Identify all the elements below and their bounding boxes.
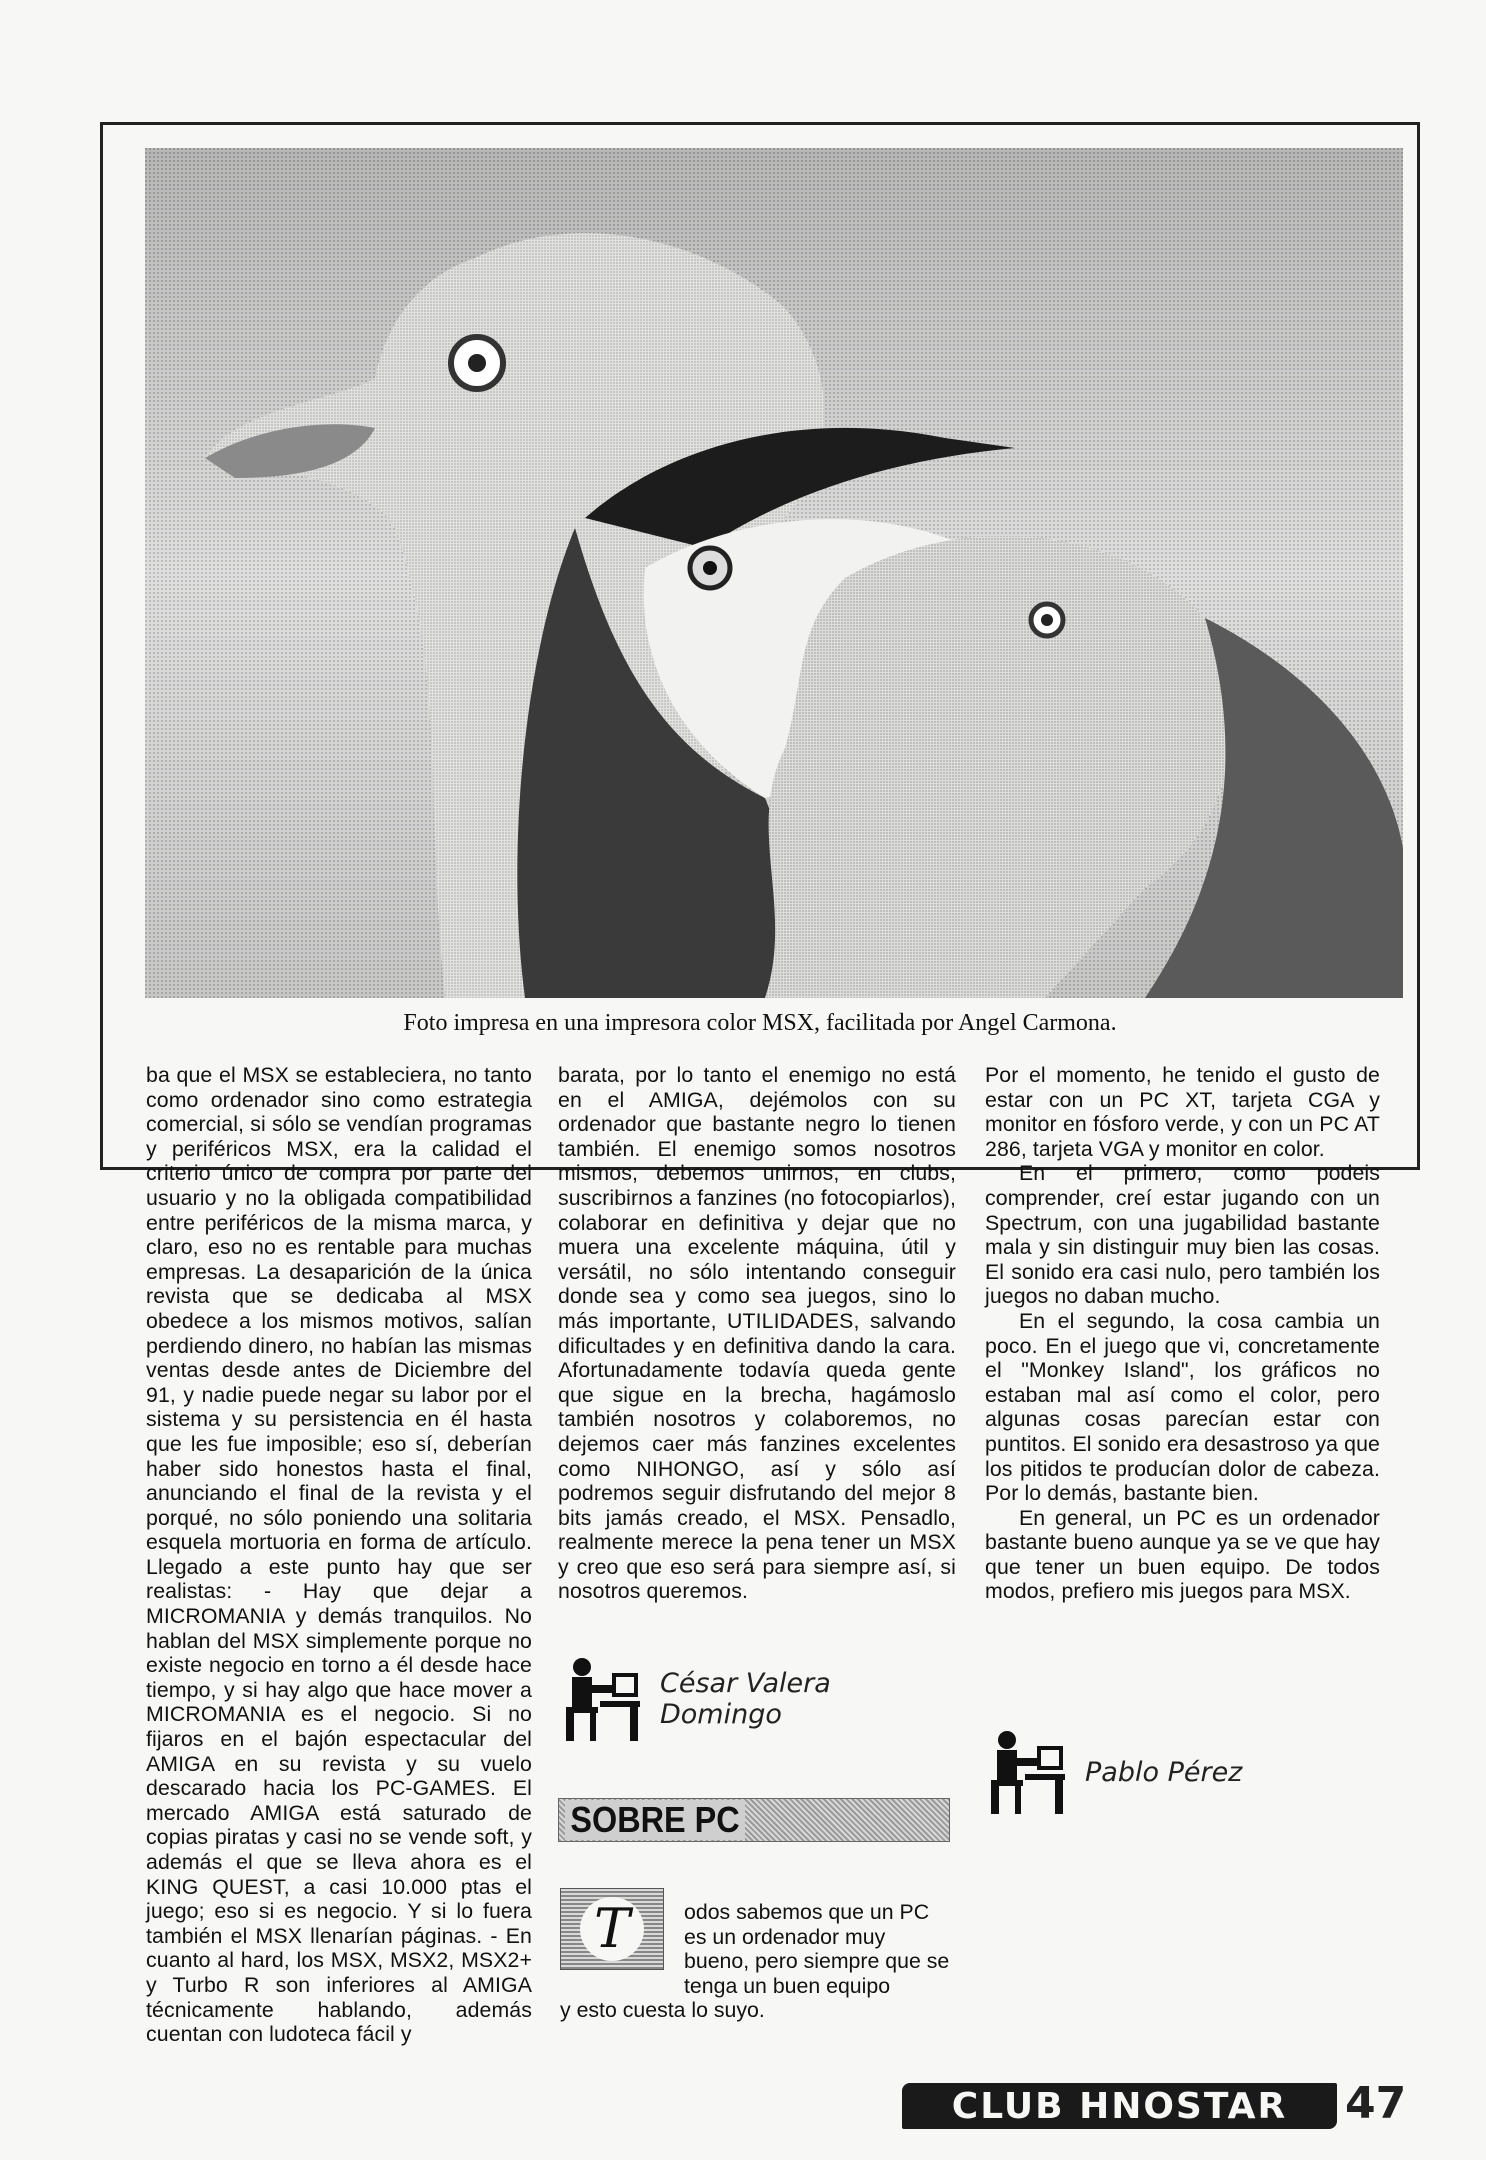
author-name-2: Pablo Pérez: [1085, 1756, 1243, 1788]
article-column-3: [985, 1063, 1380, 1604]
pc-paragraph-1: Por el momento, he tenido el gusto de estar con un PC XT, tarjeta CGA y monitor en fósforo verde, y con un PC AT 286, tarjeta VGA y monitor en color.: [985, 1063, 1380, 1161]
page-number: 47: [1345, 2078, 1407, 2129]
article-column-1: [146, 1063, 532, 2047]
drop-cap-letter: T: [580, 1897, 644, 1961]
computer-user-icon: [560, 1655, 642, 1743]
author-name-1b: Domingo: [660, 1699, 782, 1730]
pc-paragraph-2: En el primero, como podeis comprender, creí estar jugando con un Spectrum, con una jugabilidad bastante mala y sin distinguir muy bien las cosas. El sonido era casi nulo, pero también los juegos no daban mucho.: [985, 1161, 1380, 1309]
author-signature-1: [560, 1655, 831, 1743]
author-name-1a: César Valera: [660, 1668, 831, 1699]
author-signature-2: [985, 1728, 1242, 1816]
section-header-sobre-pc: [558, 1798, 950, 1842]
photo-caption: Foto impresa en una impresora color MSX, facilitada por Angel Carmona.: [403, 1010, 1117, 1036]
drop-cap: [560, 1888, 664, 1970]
sobre-pc-intro-tail: y esto cuesta lo suyo.: [560, 1998, 765, 2022]
pc-paragraph-3: En el segundo, la cosa cambia un poco. En el juego que vi, concretamente el "Monkey Island", los gráficos no estaban mal así como el color, pero algunas cosas parecían estar con puntitos. El sonido era desastroso ya que los pitidos te producían dolor de cabeza. Por lo demás, bastante bien.: [985, 1308, 1380, 1506]
pc-paragraph-4: En general, un PC es un ordenador bastante bueno aunque ya se ve que hay que tener un buen equipo. De todos modos, prefiero mis juegos para MSX.: [985, 1505, 1380, 1604]
vultures-photo: [145, 148, 1403, 998]
article-column-2: [558, 1063, 956, 1604]
article-text-1: ba que el MSX se estableciera, no tanto como ordenador sino como estrategia comercial, si sólo se vendían programas y periféricos MSX, era la calidad el criterio único de compra por parte del usuario y no la obligada compatibilidad entre periféricos de la misma marca, y claro, eso no es rentable para muchas empresas. La desaparición de la única revista que se dedicaba al MSX obedece a los mismos motivos, salían perdiendo dinero, no habían las mismas ventas desde antes de Diciembre del 91, y nadie puede negar su labor por el sistema y su persistencia en él hasta que les fue imposible; eso sí, deberían haber sido honestos hasta el final, anunciando el final de la revista y el porqué, no sólo poniendo una solitaria esquela mortuoria en forma de artículo. Llegado a este punto hay que ser realistas: - Hay que dejar a MICROMANIA y demás tranquilos. No hablan del MSX simplemente porque no existe negocio en torno a él desde hace tiempo, y si hay algo que hace mover a MICROMANIA es el negocio. Si no fijaros en el bajón espectacular del AMIGA en su revista y su vuelo descarado hacia los PC-GAMES. El mercado AMIGA está saturado de copias piratas y casi no se vende soft, y además el que se lleva ahora es el KING QUEST, a casi 10.000 ptas el juego; eso si es negocio. Y si lo fuera también el MSX llenarían páginas. - En cuanto al hard, los MSX, MSX2, MSX2+ y Turbo R son inferiores al AMIGA técnicamente hablando, además cuentan con ludoteca fácil y: [146, 1063, 532, 2047]
sobre-pc-intro: odos sabemos que un PC es un ordenador muy bueno, pero siempre que se tenga un buen equipo: [684, 1900, 950, 1998]
section-title: SOBRE PC: [565, 1800, 745, 1840]
magazine-logo: CLUB HNOSTAR: [902, 2083, 1337, 2129]
computer-user-icon: [985, 1728, 1067, 1816]
article-text-2: barata, por lo tanto el enemigo no está en el AMIGA, dejémolos con su ordenador que bastante negro lo tienen también. El enemigo somos nosotros mismos, debemos unirnos, en clubs, suscribirnos a fanzines (no fotocopiarlos), colaborar en definitiva y dejar que no muera una excelente máquina, útil y versátil, no sólo intentando conseguir donde sea y como sea juegos, sino lo más importante, UTILIDADES, salvando dificultades y en definitiva dando la cara. Afortunadamente todavía queda gente que sigue en la brecha, hagámoslo también nosotros y colaboremos, no dejemos caer más fanzines excelentes como NIHONGO, así y sólo así podremos seguir disfrutando del mejor 8 bits jamás creado, el MSX. Pensadlo, realmente merece la pena tener un MSX y creo que eso será para siempre así, si nosotros queremos.: [558, 1063, 956, 1604]
